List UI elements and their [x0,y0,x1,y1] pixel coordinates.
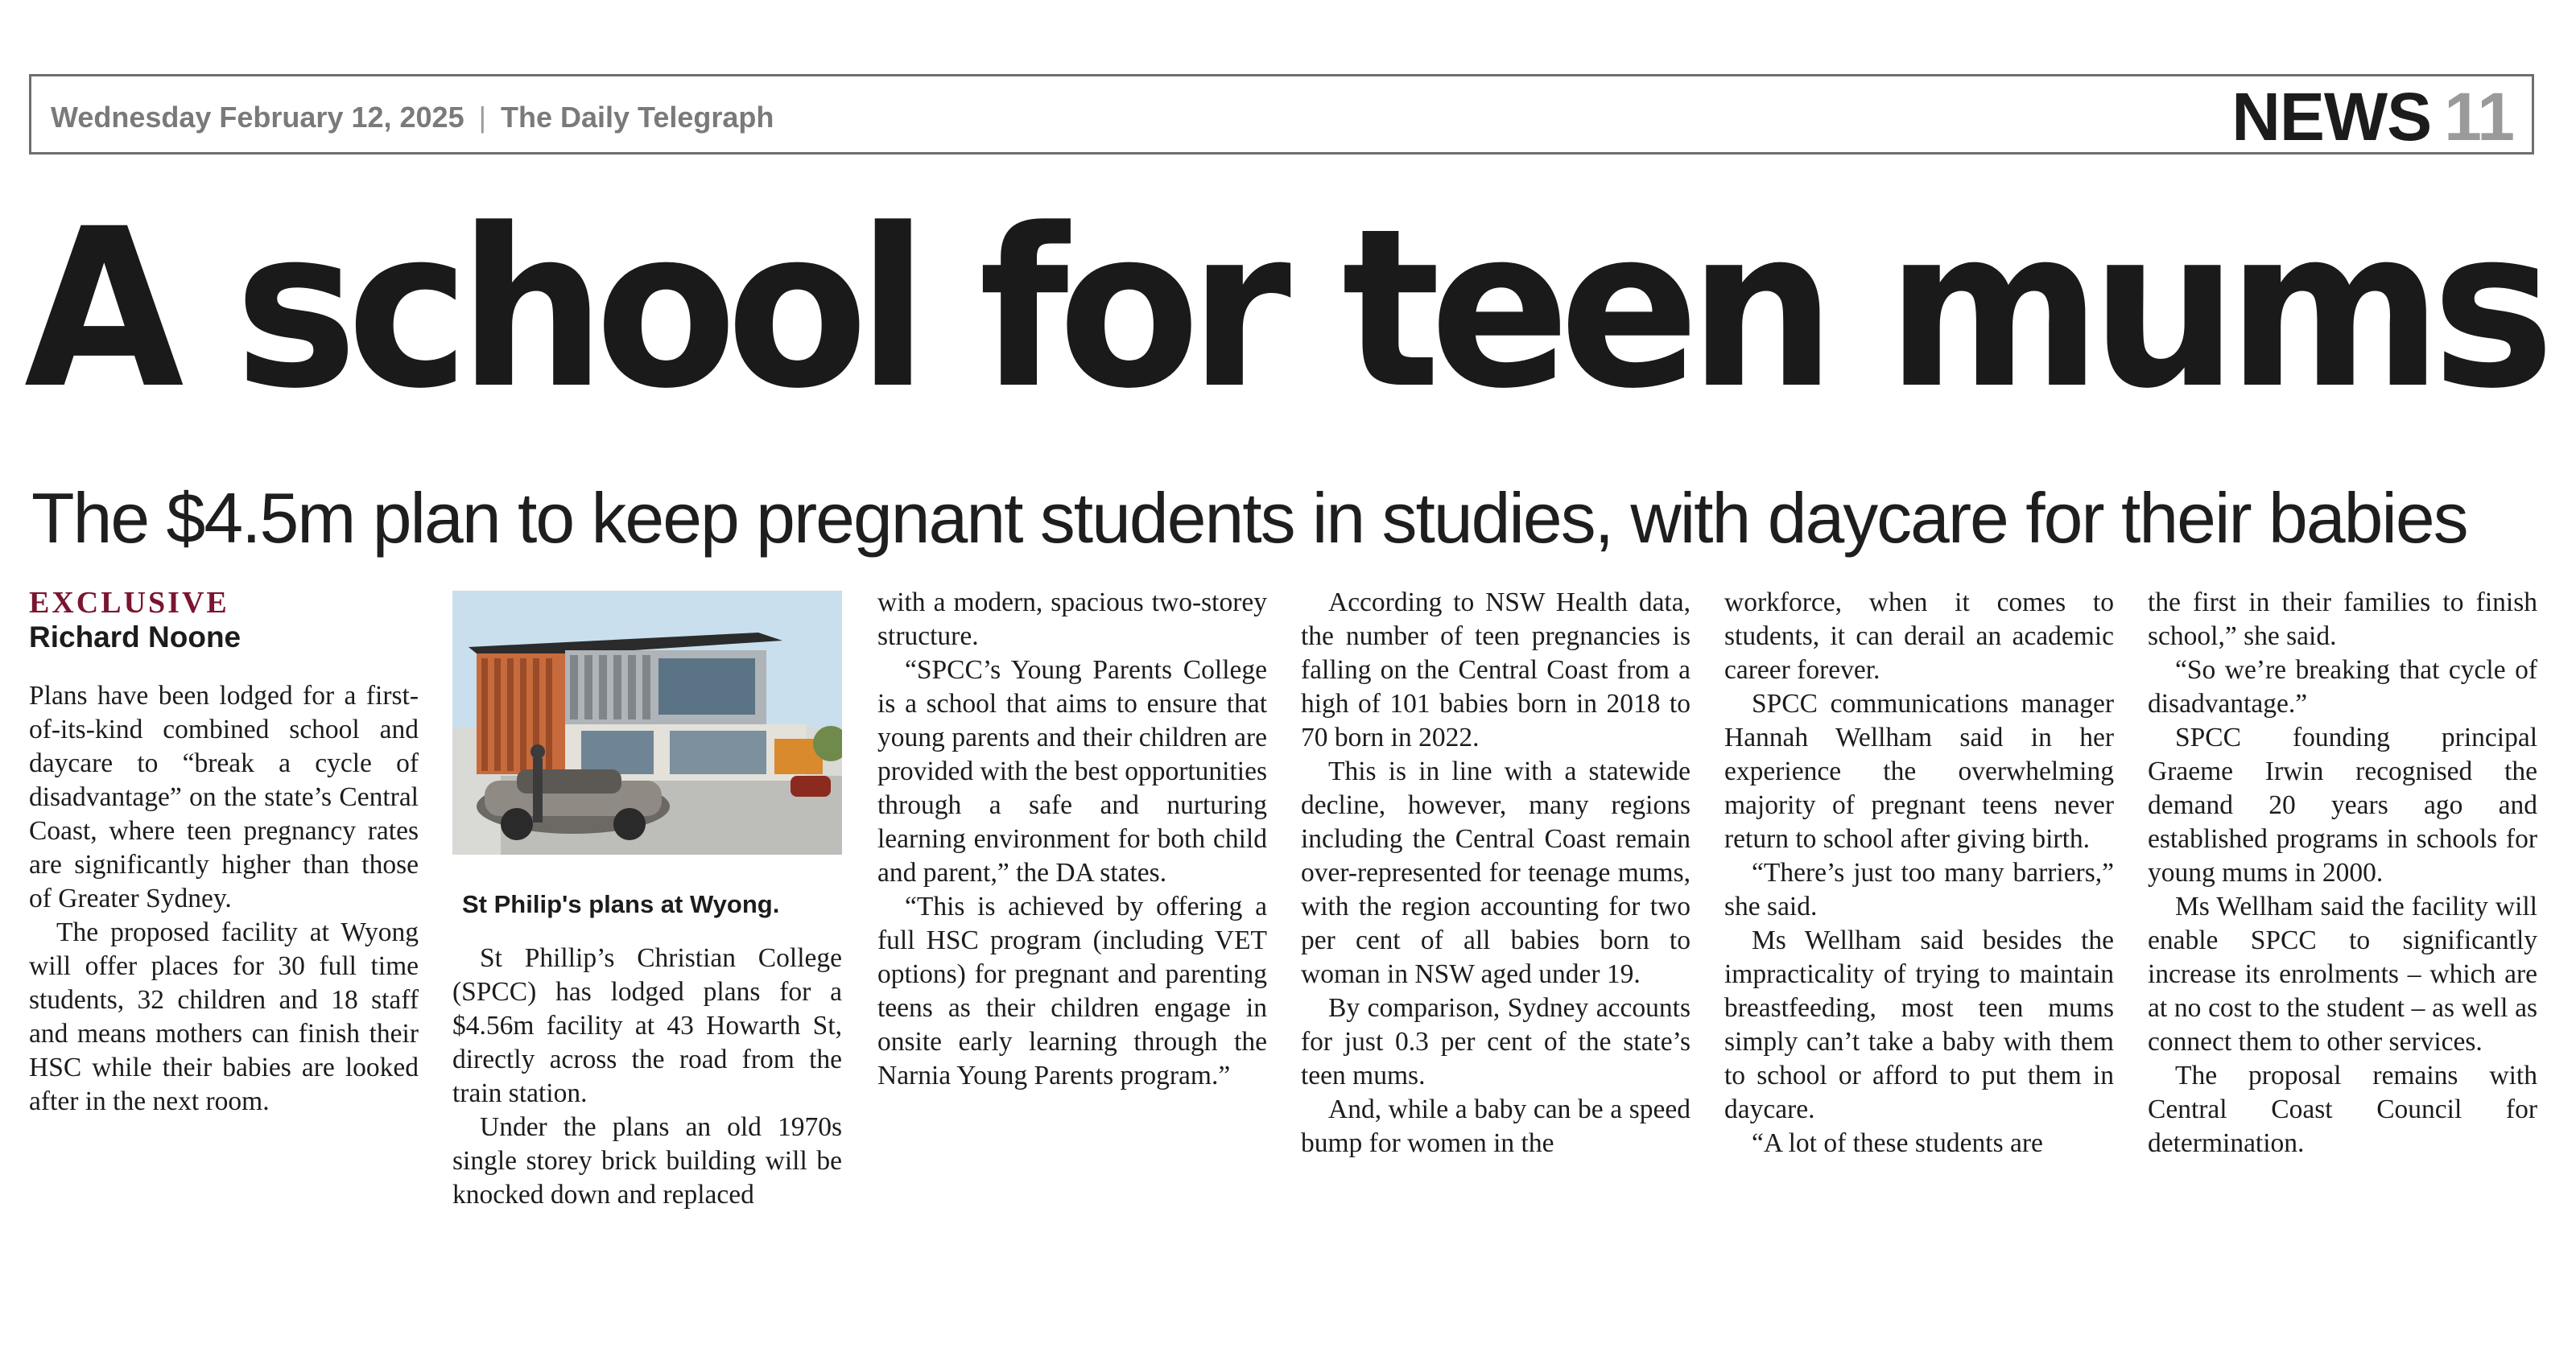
paragraph: According to NSW Health data, the number of teen pregnancies is falling on the Central Coast from a high of 101 babies born in 2018 to 70 born in 2022. [1301,587,1690,752]
paragraph: “SPCC’s Young Parents College is a school that aims to ensure that young parents and their children are provided with the best opportunities through a safe and nurturing learning environment for both child and parent,” the DA states. [877,655,1267,888]
paragraph: This is in line with a statewide decline, however, many regions including the Central Coast remain over-represented for teenage mums, with the region accounting for two per cent of all babies born to woman in NSW aged under 19. [1301,756,1690,989]
byline: Richard Noone [29,620,242,653]
section-label [2231,79,2514,155]
paragraph: SPCC founding principal Graeme Irwin recognised the demand 20 years ago and established programs in schools for young mums in 2000. [2148,723,2537,888]
paragraph: Ms Wellham said the facility will enable SPCC to significantly increase its enrolments – which are at no cost to the student – as well as connect them to other services. [2148,892,2537,1057]
page-number: 11 [2444,79,2514,155]
paragraph: workforce, when it comes to students, it can derail an academic career forever. [1724,587,2114,685]
masthead-separator: | [478,101,486,134]
paragraph: The proposal remains with Central Coast Council for determination. [2148,1061,2537,1158]
paragraph: “A lot of these students are [1752,1128,2043,1158]
paragraph: The proposed facility at Wyong will offer places for 30 full time students, 32 children and 18 staff and means mothers can finish their HSC while their babies are looked after in the next room. [29,917,419,1116]
article-column-3 [877,586,1267,1093]
paragraph: By comparison, Sydney accounts for just 0.3 per cent of the state’s teen mums. [1301,993,1690,1090]
article-column-4 [1301,586,1690,1160]
masthead [29,74,2534,155]
paragraph: St Phillip’s Christian College (SPCC) has lodged plans for a $4.56m facility at 43 Howarth St, directly across the road from the train station. [452,943,842,1108]
article-column-1 [29,586,419,1119]
publication-name: The Daily Telegraph [500,101,774,134]
article-column-6 [2148,586,2537,1160]
article-column-2 [452,591,842,1212]
building-photo [452,591,842,855]
paragraph: the first in their families to finish school,” she said. [2148,587,2537,651]
paragraph: “This is achieved by offering a full HSC program (including VET options) for pregnant and parenting teens as their children engage in onsite early learning through the Narnia Young Parents program.” [877,892,1267,1090]
paragraph: with a modern, spacious two-storey structure. [877,587,1267,651]
building-illustration-icon [452,591,842,855]
paragraph: SPCC communications manager Hannah Wellham said in her experience the overwhelming majority of pregnant teens never return to school after giving birth. [1724,689,2114,854]
paragraph: Ms Wellham said besides the impracticality of trying to maintain breastfeeding, most teen mums simply can’t take a baby with them to school or afford to put them in daycare. [1724,925,2114,1124]
photo-caption: St Philip's plans at Wyong. [462,890,780,918]
paragraph: And, while a baby can be a speed bump for women in the [1301,1094,1690,1158]
issue-date: Wednesday February 12, 2025 [51,101,464,134]
section-name: NEWS [2231,79,2432,155]
paragraph: Plans have been lodged for a first-of-its-kind combined school and daycare to “break a cycle of disadvantage” on the state’s Central Coast, where teen pregnancy rates are significantly higher than those of Greater Sydney. [29,681,419,913]
exclusive-kicker: EXCLUSIVE [29,586,229,620]
headline: A school for teen mums [24,183,2545,437]
subheadline: The $4.5m plan to keep pregnant students in studies, with daycare for their babies [31,478,2467,558]
paragraph: Under the plans an old 1970s single storey brick building will be knocked down and replaced [452,1112,842,1210]
article-column-5 [1724,586,2114,1160]
paragraph: “There’s just too many barriers,” she said. [1724,858,2114,921]
masthead-dateline [51,101,774,134]
paragraph: “So we’re breaking that cycle of disadvantage.” [2148,655,2537,719]
